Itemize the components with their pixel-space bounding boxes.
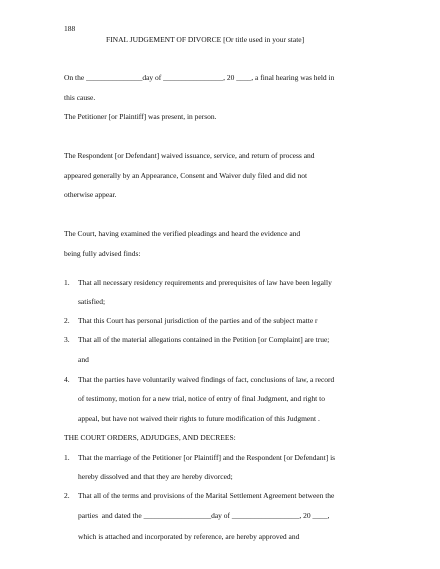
order-1-line-1: That the marriage of the Petitioner [or Plaintiff] and the Respondent [or Defendant] is bbox=[78, 453, 336, 462]
document-title: FINAL JUDGEMENT OF DIVORCE [Or title used in your state] bbox=[106, 35, 305, 44]
orders-heading: THE COURT ORDERS, ADJUDGES, AND DECREES: bbox=[64, 433, 236, 442]
finding-4-number: 4. bbox=[64, 375, 70, 384]
finding-3-line-2: and bbox=[78, 355, 89, 364]
finding-4-line-2: of testimony, motion for a new trial, notice of entry of final Judgment, and right to bbox=[78, 394, 325, 403]
page-number: 188 bbox=[64, 24, 76, 33]
finding-4-line-1: That the parties have voluntarily waived findings of fact, conclusions of law, a record bbox=[78, 375, 335, 384]
respondent-paragraph-line-3: otherwise appear. bbox=[64, 190, 117, 199]
finding-2-number: 2. bbox=[64, 316, 70, 325]
hearing-paragraph-line-1: On the _______________day of ________________, 20 ____, a final hearing was held in bbox=[64, 73, 335, 82]
order-2-number: 2. bbox=[64, 491, 70, 500]
court-findings-intro-line-1: The Court, having examined the verified pleadings and heard the evidence and bbox=[64, 229, 301, 238]
order-1-number: 1. bbox=[64, 453, 70, 462]
order-2-line-3: which is attached and incorporated by reference, are hereby approved and bbox=[78, 532, 300, 541]
order-1-line-2: hereby dissolved and that they are hereby divorced; bbox=[78, 472, 233, 481]
petitioner-paragraph: The Petitioner [or Plaintiff] was present, in person. bbox=[64, 112, 217, 121]
finding-1-line-1: That all necessary residency requirements and prerequisites of law have been legally bbox=[78, 278, 332, 287]
finding-3-number: 3. bbox=[64, 335, 70, 344]
respondent-paragraph-line-2: appeared generally by an Appearance, Consent and Waiver duly filed and did not bbox=[64, 171, 308, 180]
finding-2-line-1: That this Court has personal jurisdiction of the parties and of the subject matte r bbox=[78, 316, 318, 325]
finding-1-number: 1. bbox=[64, 278, 70, 287]
order-2-line-2: parties and dated the __________________day of __________________, 20 ____, bbox=[78, 511, 330, 520]
respondent-paragraph-line-1: The Respondent [or Defendant] waived issuance, service, and return of process and bbox=[64, 151, 315, 160]
finding-3-line-1: That all of the material allegations contained in the Petition [or Complaint] are true; bbox=[78, 335, 330, 344]
order-2-line-1: That all of the terms and provisions of the Marital Settlement Agreement between the bbox=[78, 491, 335, 500]
court-findings-intro-line-2: being fully advised finds: bbox=[64, 249, 141, 258]
hearing-paragraph-line-2: this cause. bbox=[64, 93, 96, 102]
finding-4-line-3: appeal, but have not waived their rights to future modification of this Judgment . bbox=[78, 414, 320, 423]
finding-1-line-2: satisfied; bbox=[78, 297, 106, 306]
